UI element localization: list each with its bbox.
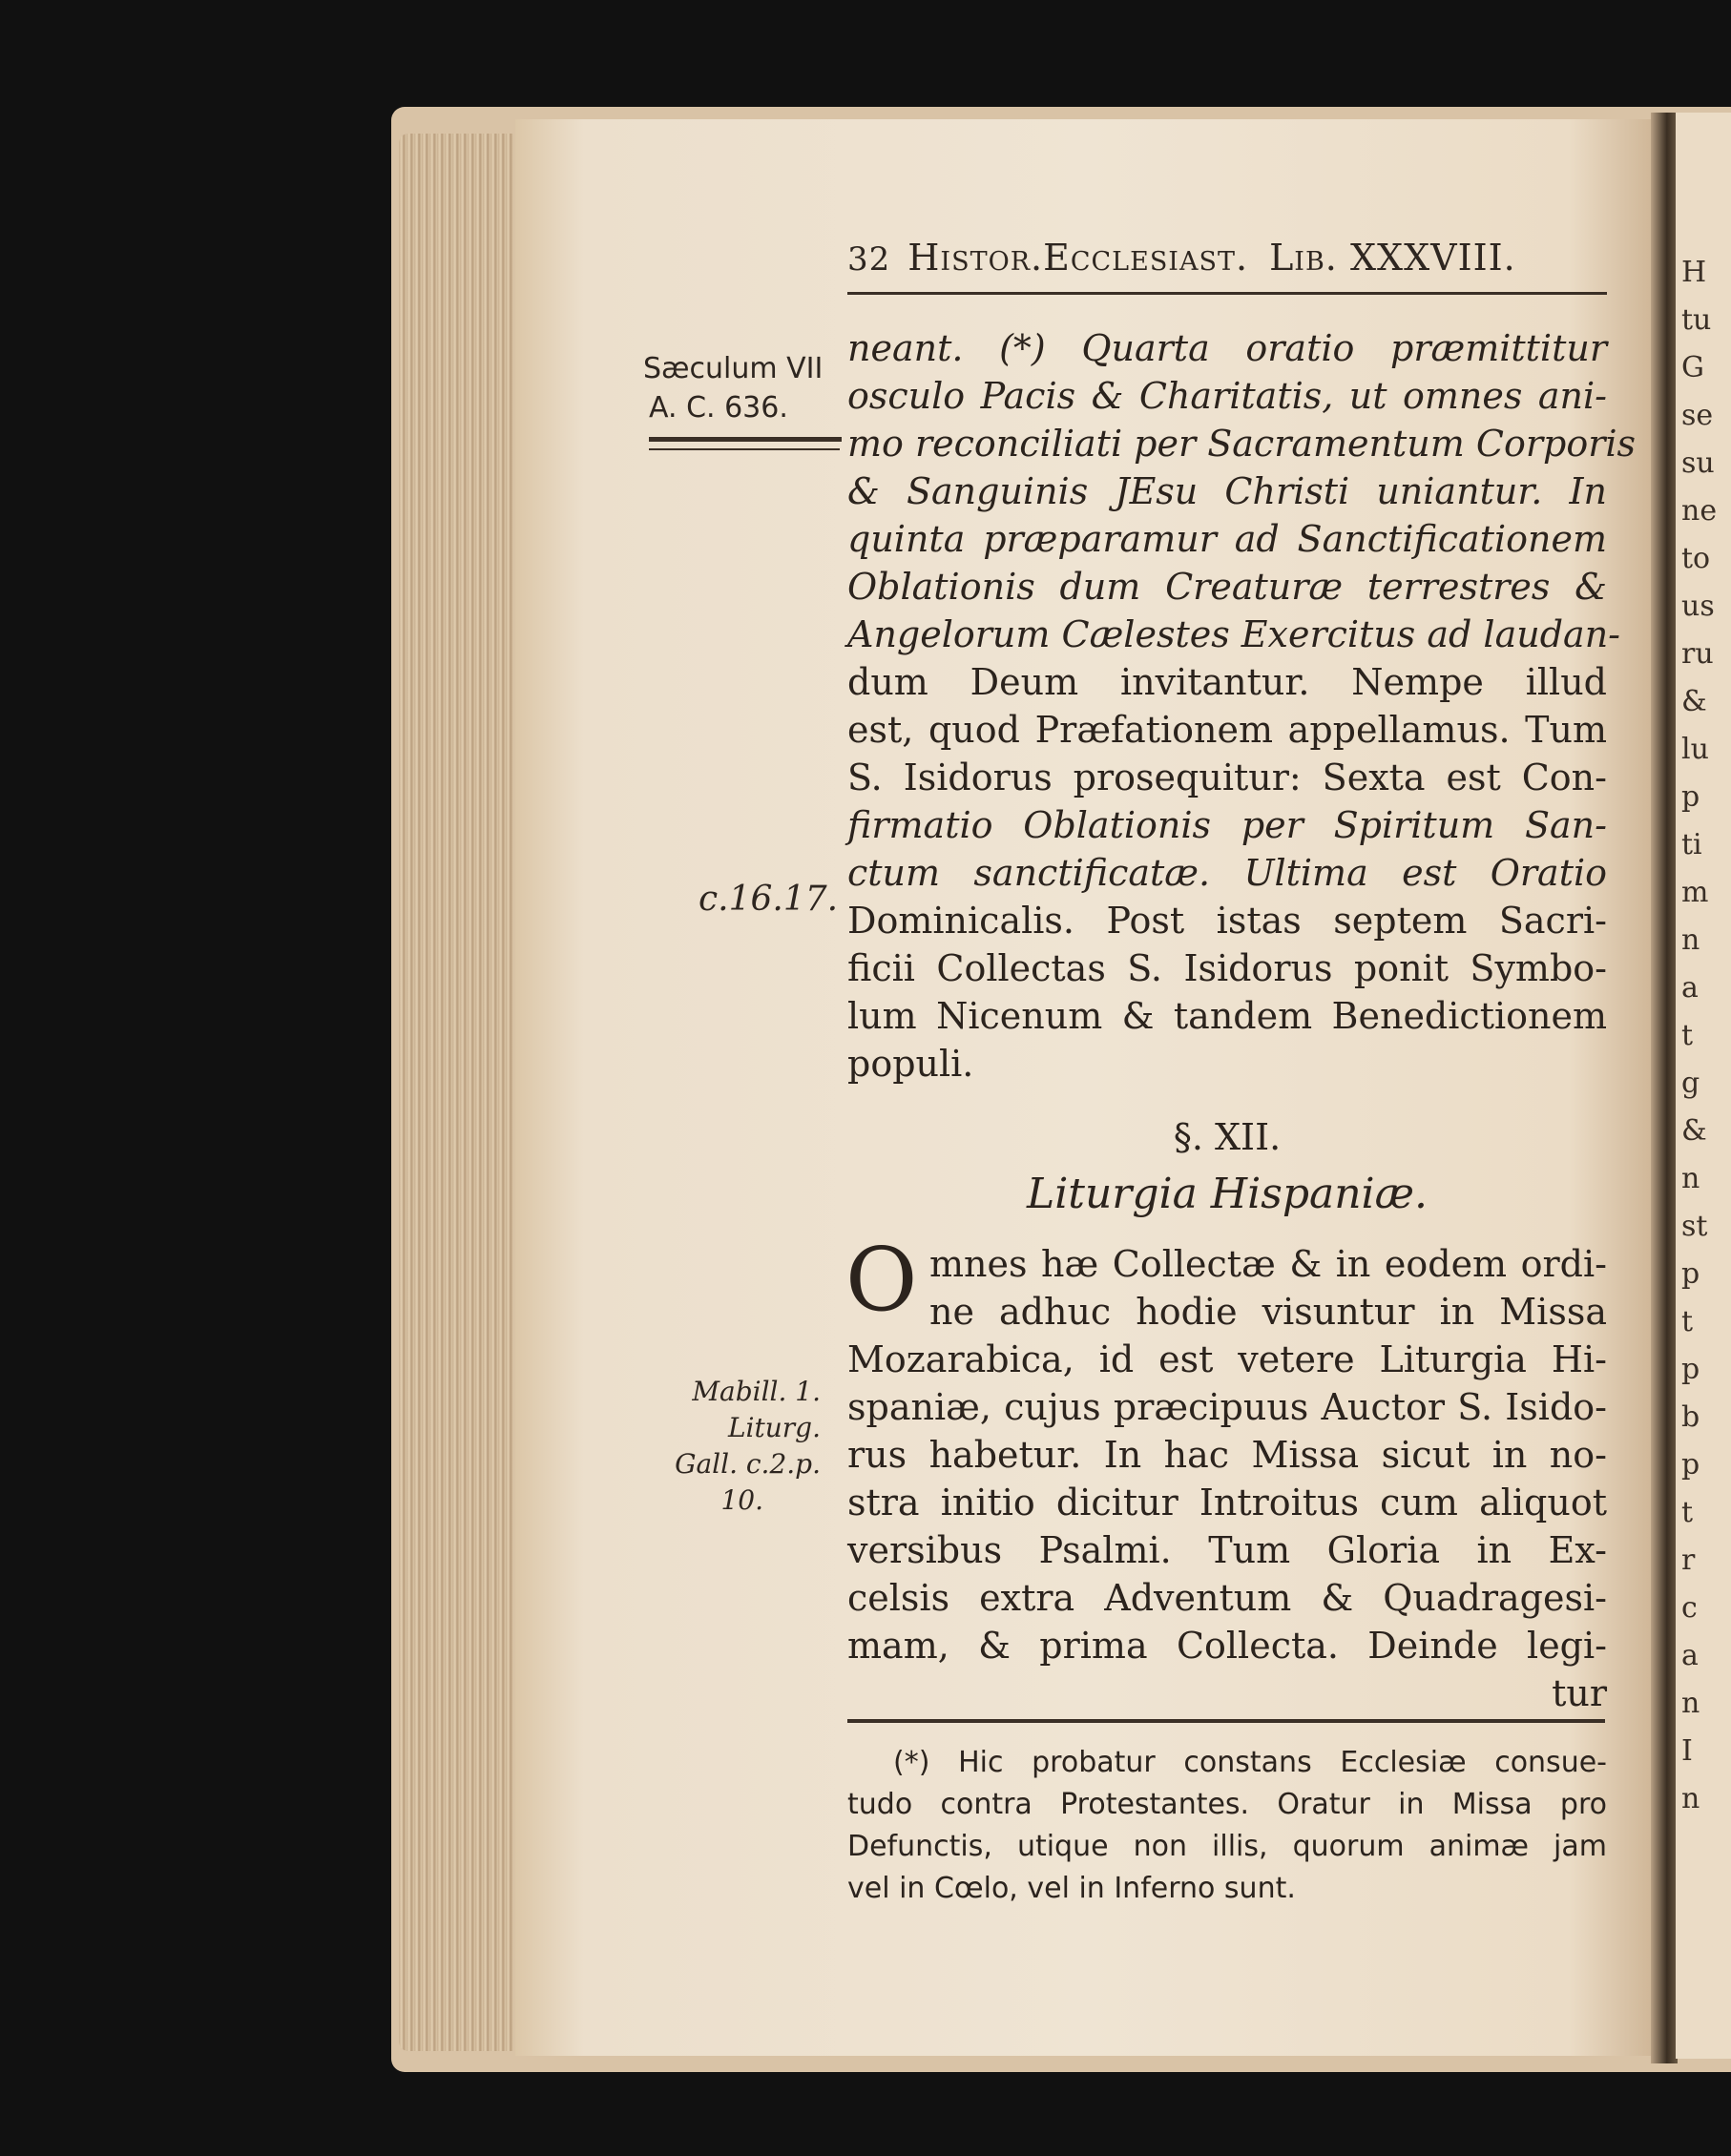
facing-page-fragment: n: [1681, 923, 1700, 957]
footnote-line: tudo contra Protestantes. Oratur in Missa pro: [847, 1788, 1607, 1821]
facing-page-fragment: p: [1681, 1353, 1700, 1386]
facing-page-fragment: t: [1681, 1019, 1694, 1052]
text-line: populi.: [847, 1043, 974, 1085]
text-line: ctum sanctificatæ. Ultima est Oratio: [847, 852, 1607, 894]
text-line: lum Nicenum & tandem Benedictionem: [847, 995, 1607, 1037]
head-rule: [847, 292, 1607, 295]
facing-page-fragment: su: [1681, 446, 1715, 480]
facing-page-fragment: n: [1681, 1162, 1700, 1195]
text-line: versibus Psalmi. Tum Gloria in Ex-: [847, 1529, 1607, 1571]
facing-page-fragment: G: [1681, 351, 1704, 384]
margin-anno: A. C. 636.: [649, 391, 788, 425]
text-line: osculo Pacis & Charitatis, ut omnes ani-: [847, 375, 1607, 417]
footnote-line: vel in Cœlo, vel in Inferno sunt.: [847, 1872, 1296, 1905]
facing-page-fragment: us: [1681, 590, 1715, 623]
margin-mabillon-ref: [639, 1374, 821, 1519]
margin-rule-thin: [649, 448, 840, 450]
facing-page-fragment: t: [1681, 1496, 1694, 1529]
facing-page-fragment: a: [1681, 971, 1699, 1005]
facing-page-fragment: p: [1681, 1257, 1700, 1291]
footnote-line: Defunctis, utique non illis, quorum animæ jam: [847, 1830, 1607, 1863]
text-line: celsis extra Adventum & Quadragesi-: [847, 1577, 1607, 1619]
margin-ref-line: 10.: [720, 1484, 763, 1516]
text-line: rus habetur. In hac Missa sicut in no-: [847, 1434, 1607, 1476]
catchword: tur: [1552, 1672, 1607, 1714]
facing-page-fragment: n: [1681, 1782, 1700, 1815]
margin-saeculum: Sæculum VII: [643, 352, 824, 385]
section-title: Liturgia Hispaniæ.: [1027, 1170, 1428, 1218]
text-line: S. Isidorus prosequitur: Sexta est Con-: [847, 757, 1607, 798]
text-line: Oblationis dum Creaturæ terrestres &: [847, 566, 1607, 608]
text-line: ne adhuc hodie visuntur in Missa: [929, 1291, 1607, 1333]
text-line: firmatio Oblationis per Spiritum San-: [847, 804, 1607, 846]
text-line: est, quod Præfationem appellamus. Tum: [847, 709, 1607, 751]
facing-page-fragment: a: [1681, 1639, 1699, 1672]
text-line: dum Deum invitantur. Nempe illud: [847, 661, 1607, 703]
text-line: Angelorum Cælestes Exercitus ad laudan-: [847, 613, 1621, 655]
facing-page-fragment: &: [1681, 685, 1707, 718]
margin-ref-line: Liturg.: [727, 1412, 821, 1443]
text-line: mnes hæ Collectæ & in eodem ordi-: [929, 1243, 1607, 1285]
running-head: [847, 237, 1609, 279]
section-number: §. XII.: [1173, 1116, 1282, 1158]
facing-page-fragment: se: [1681, 399, 1714, 432]
text-line: neant. (*) Quarta oratio præmittitur: [847, 327, 1607, 369]
margin-chapter-ref: c.16.17.: [699, 880, 839, 919]
text-line: quinta præparamur ad Sanctificationem: [847, 518, 1607, 560]
facing-page-fragment: m: [1681, 876, 1709, 909]
facing-page-fragment: ti: [1681, 828, 1702, 861]
facing-page-fragment: H: [1681, 256, 1707, 289]
facing-page-fragment: ne: [1681, 494, 1718, 528]
margin-ref-line: Gall. c.2.p.: [675, 1448, 821, 1480]
footnote: [847, 1742, 1607, 1910]
footnote-rule: [847, 1719, 1605, 1723]
running-title: Histor.Ecclesiast.: [907, 237, 1249, 279]
facing-page-fragment: c: [1681, 1591, 1698, 1625]
text-line: Mozarabica, id est vetere Liturgia Hi-: [847, 1338, 1607, 1380]
footnote-line: (*) Hic probatur constans Ecclesiæ consue-: [893, 1746, 1607, 1779]
text-line: mo reconciliati per Sacramentum Corporis: [847, 423, 1637, 465]
margin-ref-line: Mabill. 1.: [692, 1376, 821, 1407]
facing-page-fragment: r: [1681, 1544, 1696, 1577]
paragraph-1: [847, 324, 1637, 1088]
page-edges: [399, 134, 513, 2051]
text-line: stra initio dicitur Introitus cum aliquot: [847, 1482, 1607, 1524]
facing-page-fragment: I: [1681, 1734, 1693, 1768]
book-gutter: [1651, 113, 1678, 2063]
text-line: Dominicalis. Post istas septem Sacri-: [847, 900, 1607, 942]
facing-page-fragment: tu: [1681, 303, 1712, 337]
text-line: spaniæ, cujus præcipuus Auctor S. Isido-: [847, 1386, 1607, 1428]
margin-rule: [649, 437, 842, 442]
paragraph-2: [847, 1240, 1607, 1717]
text-line: mam, & prima Collecta. Deinde legi-: [847, 1625, 1607, 1667]
text-line: ficii Collectas S. Isidorus ponit Symbo-: [847, 947, 1607, 989]
facing-page-fragment: p: [1681, 1448, 1700, 1482]
facing-page-fragment: st: [1681, 1210, 1708, 1243]
facing-page-fragment: b: [1681, 1400, 1700, 1434]
facing-page-fragment: p: [1681, 780, 1700, 814]
facing-page-fragment: t: [1681, 1305, 1694, 1338]
facing-page-fragment: g: [1681, 1067, 1700, 1100]
facing-page-fragment: ru: [1681, 637, 1714, 671]
drop-cap: O: [845, 1229, 918, 1331]
facing-page-fragment: &: [1681, 1114, 1707, 1148]
facing-page-fragment: n: [1681, 1687, 1700, 1720]
facing-page-fragment: to: [1681, 542, 1711, 575]
text-line: & Sanguinis JEsu Christi uniantur. In: [847, 470, 1607, 512]
page-number: 32: [847, 240, 891, 279]
book-number: Lib. XXXVIII.: [1269, 237, 1516, 279]
facing-page-edge: [1676, 113, 1731, 2059]
facing-page-fragment: lu: [1681, 733, 1709, 766]
